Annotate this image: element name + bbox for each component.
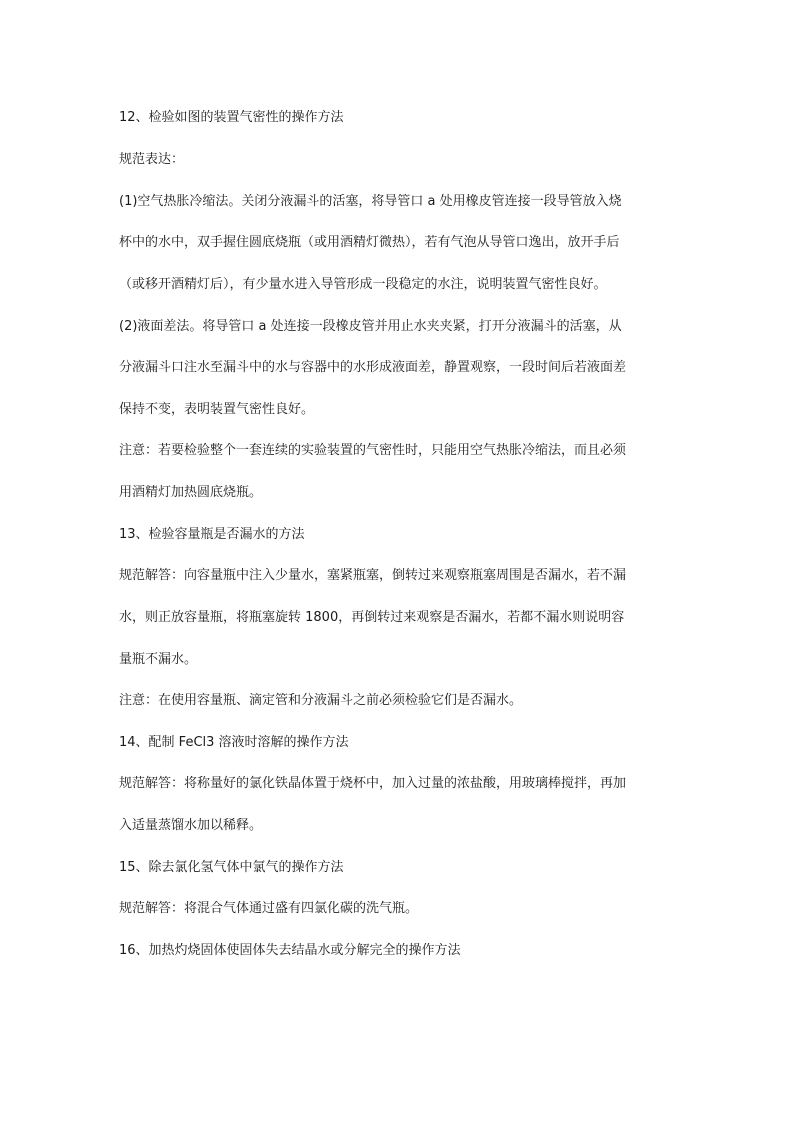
- heading-item-13: 13、检验容量瓶是否漏水的方法: [119, 527, 305, 542]
- heading-item-14: 14、配制 FeCl3 溶液时溶解的操作方法: [119, 735, 349, 750]
- text-line: 规范解答：将称量好的氯化铁晶体置于烧杯中，加入过量的浓盐酸，用玻璃棒搅拌，再加: [119, 776, 627, 791]
- text-line: 水，则正放容量瓶，将瓶塞旋转 1800，再倒转过来观察是否漏水，若都不漏水则说明容: [119, 610, 625, 625]
- text-line: 规范解答：将混合气体通过盛有四氯化碳的洗气瓶。: [119, 901, 419, 916]
- text-line: 杯中的水中，双手握住圆底烧瓶（或用酒精灯微热），若有气泡从导管口逸出，放开手后: [119, 235, 620, 250]
- text-line: 分液漏斗口注水至漏斗中的水与容器中的水形成液面差，静置观察，一段时间后若液面差: [119, 360, 627, 375]
- text-line: 规范解答：向容量瓶中注入少量水，塞紧瓶塞，倒转过来观察瓶塞周围是否漏水，若不漏: [119, 568, 627, 583]
- text-line: (2)液面差法。将导管口 a 处连接一段橡皮管并用止水夹夹紧，打开分液漏斗的活塞，从: [119, 319, 622, 334]
- text-line: 注意：在使用容量瓶、滴定管和分液漏斗之前必须检验它们是否漏水。: [119, 693, 523, 708]
- text-line: 量瓶不漏水。: [119, 652, 198, 667]
- text-line: 用酒精灯加热圆底烧瓶。: [119, 485, 263, 500]
- text-line: 保持不变，表明装置气密性良好。: [119, 402, 315, 417]
- text-line: 注意：若要检验整个一套连续的实验装置的气密性时，只能用空气热胀冷缩法，而且必须: [119, 443, 627, 458]
- text-line: 入适量蒸馏水加以稀释。: [119, 818, 263, 833]
- text-line: （或移开酒精灯后），有少量水进入导管形成一段稳定的水注，说明装置气密性良好。: [119, 277, 607, 292]
- heading-item-16: 16、加热灼烧固体使固体失去结晶水或分解完全的操作方法: [119, 943, 461, 958]
- text-line: 规范表达：: [119, 152, 185, 167]
- heading-item-15: 15、除去氯化氢气体中氯气的操作方法: [119, 860, 344, 875]
- text-line: (1)空气热胀冷缩法。关闭分液漏斗的活塞，将导管口 a 处用橡皮管连接一段导管放入烧: [119, 194, 622, 209]
- heading-item-12: 12、检验如图的装置气密性的操作方法: [119, 110, 344, 125]
